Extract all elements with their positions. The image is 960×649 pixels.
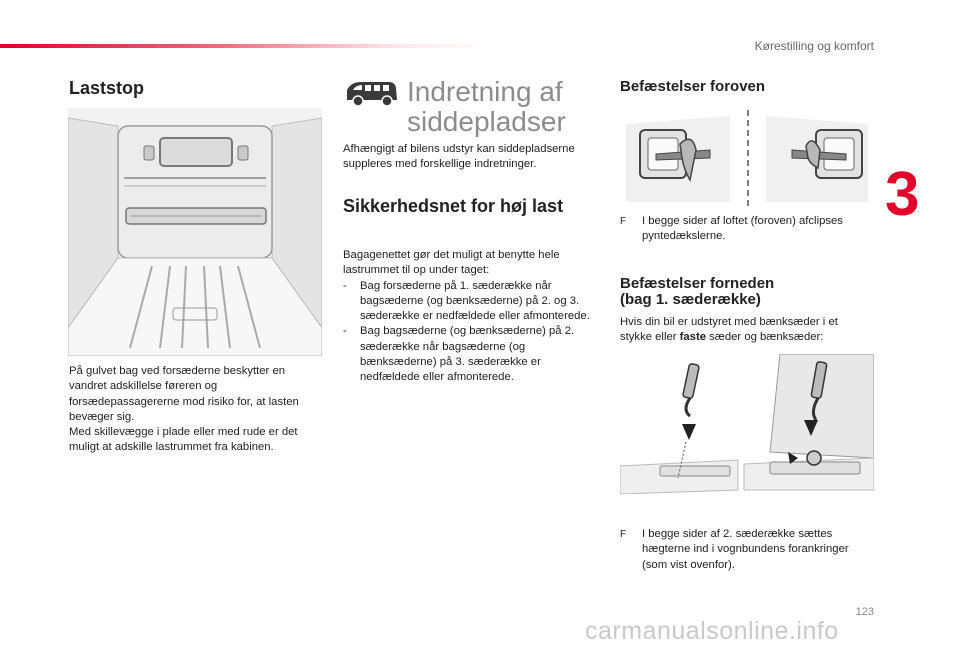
sikkerhedsnet-description [343, 248, 601, 386]
step-text: I begge sider af loftet (foroven) afclipses pyntedækslerne. [642, 215, 843, 243]
watermark: carmanualsonline.info [585, 617, 839, 645]
top-anchor-illustration [620, 110, 874, 206]
heading-line: (bag 1. sæderække) [620, 291, 761, 308]
van-icon [343, 78, 401, 108]
heading-line: siddepladser [407, 106, 566, 137]
step-marker: F [620, 216, 627, 227]
heading-sikkerhedsnet: Sikkerhedsnet for høj last [343, 196, 564, 216]
heading-forneden [620, 276, 860, 308]
heading-laststop: Laststop [69, 78, 145, 98]
step-text: I begge sider af 2. sæderække sættes hægterne ind i vognbundens forankringer (som vist ovenfor). [642, 528, 849, 571]
section-title: Kørestilling og komfort [754, 39, 874, 53]
intro-bold: faste [679, 331, 707, 344]
intro-text: Hvis din bil er udstyret med bænksæder i et stykke eller [620, 316, 838, 344]
heading-indretning [407, 77, 607, 137]
forneden-intro [620, 315, 872, 346]
list-item [343, 279, 601, 325]
header-accent-bar [0, 44, 490, 48]
indretning-intro: Afhængigt af bilens udstyr kan siddepladserne suppleres med forskellige indretninger. [343, 143, 575, 171]
dash-marker: - [343, 279, 347, 292]
paragraph: På gulvet bag ved forsæderne beskytter en vandret adskillelse føreren og forsædepassagererne mod risiko for, at lasten bevæger sig. [69, 365, 299, 423]
laststop-description [69, 364, 322, 456]
step-marker: F [620, 529, 627, 540]
list-item-text: Bag bagsæderne (og bænksæderne) på 2. sæderække når bagsæderne (og bænksæderne) på 3. sæderække er nedfældede eller afmonterede. [360, 325, 575, 384]
dash-marker: - [343, 325, 347, 338]
heading-line: Indretning af [407, 76, 563, 107]
intro-text: sæder og bænksæder: [706, 331, 824, 344]
cargo-area-illustration [68, 108, 322, 356]
paragraph: Bagagenettet gør det muligt at benytte hele lastrummet til op under taget: [343, 249, 560, 277]
list-item [343, 324, 601, 385]
bottom-anchor-illustration [620, 354, 874, 494]
foroven-step [620, 214, 870, 245]
chapter-number: 3 [885, 160, 920, 229]
heading-line: Befæstelser forneden [620, 275, 775, 292]
heading-foroven: Befæstelser foroven [620, 78, 766, 95]
page-number: 123 [855, 606, 874, 618]
paragraph: Med skillevægge i plade eller med rude er det muligt at adskille lastrummet fra kabinen. [69, 426, 298, 454]
list-item-text: Bag forsæderne på 1. sæderække når bagsæderne (og bænksæderne) på 2. og 3. sæderække er nedfældede eller afmonterede. [360, 279, 590, 323]
forneden-step [620, 527, 872, 573]
